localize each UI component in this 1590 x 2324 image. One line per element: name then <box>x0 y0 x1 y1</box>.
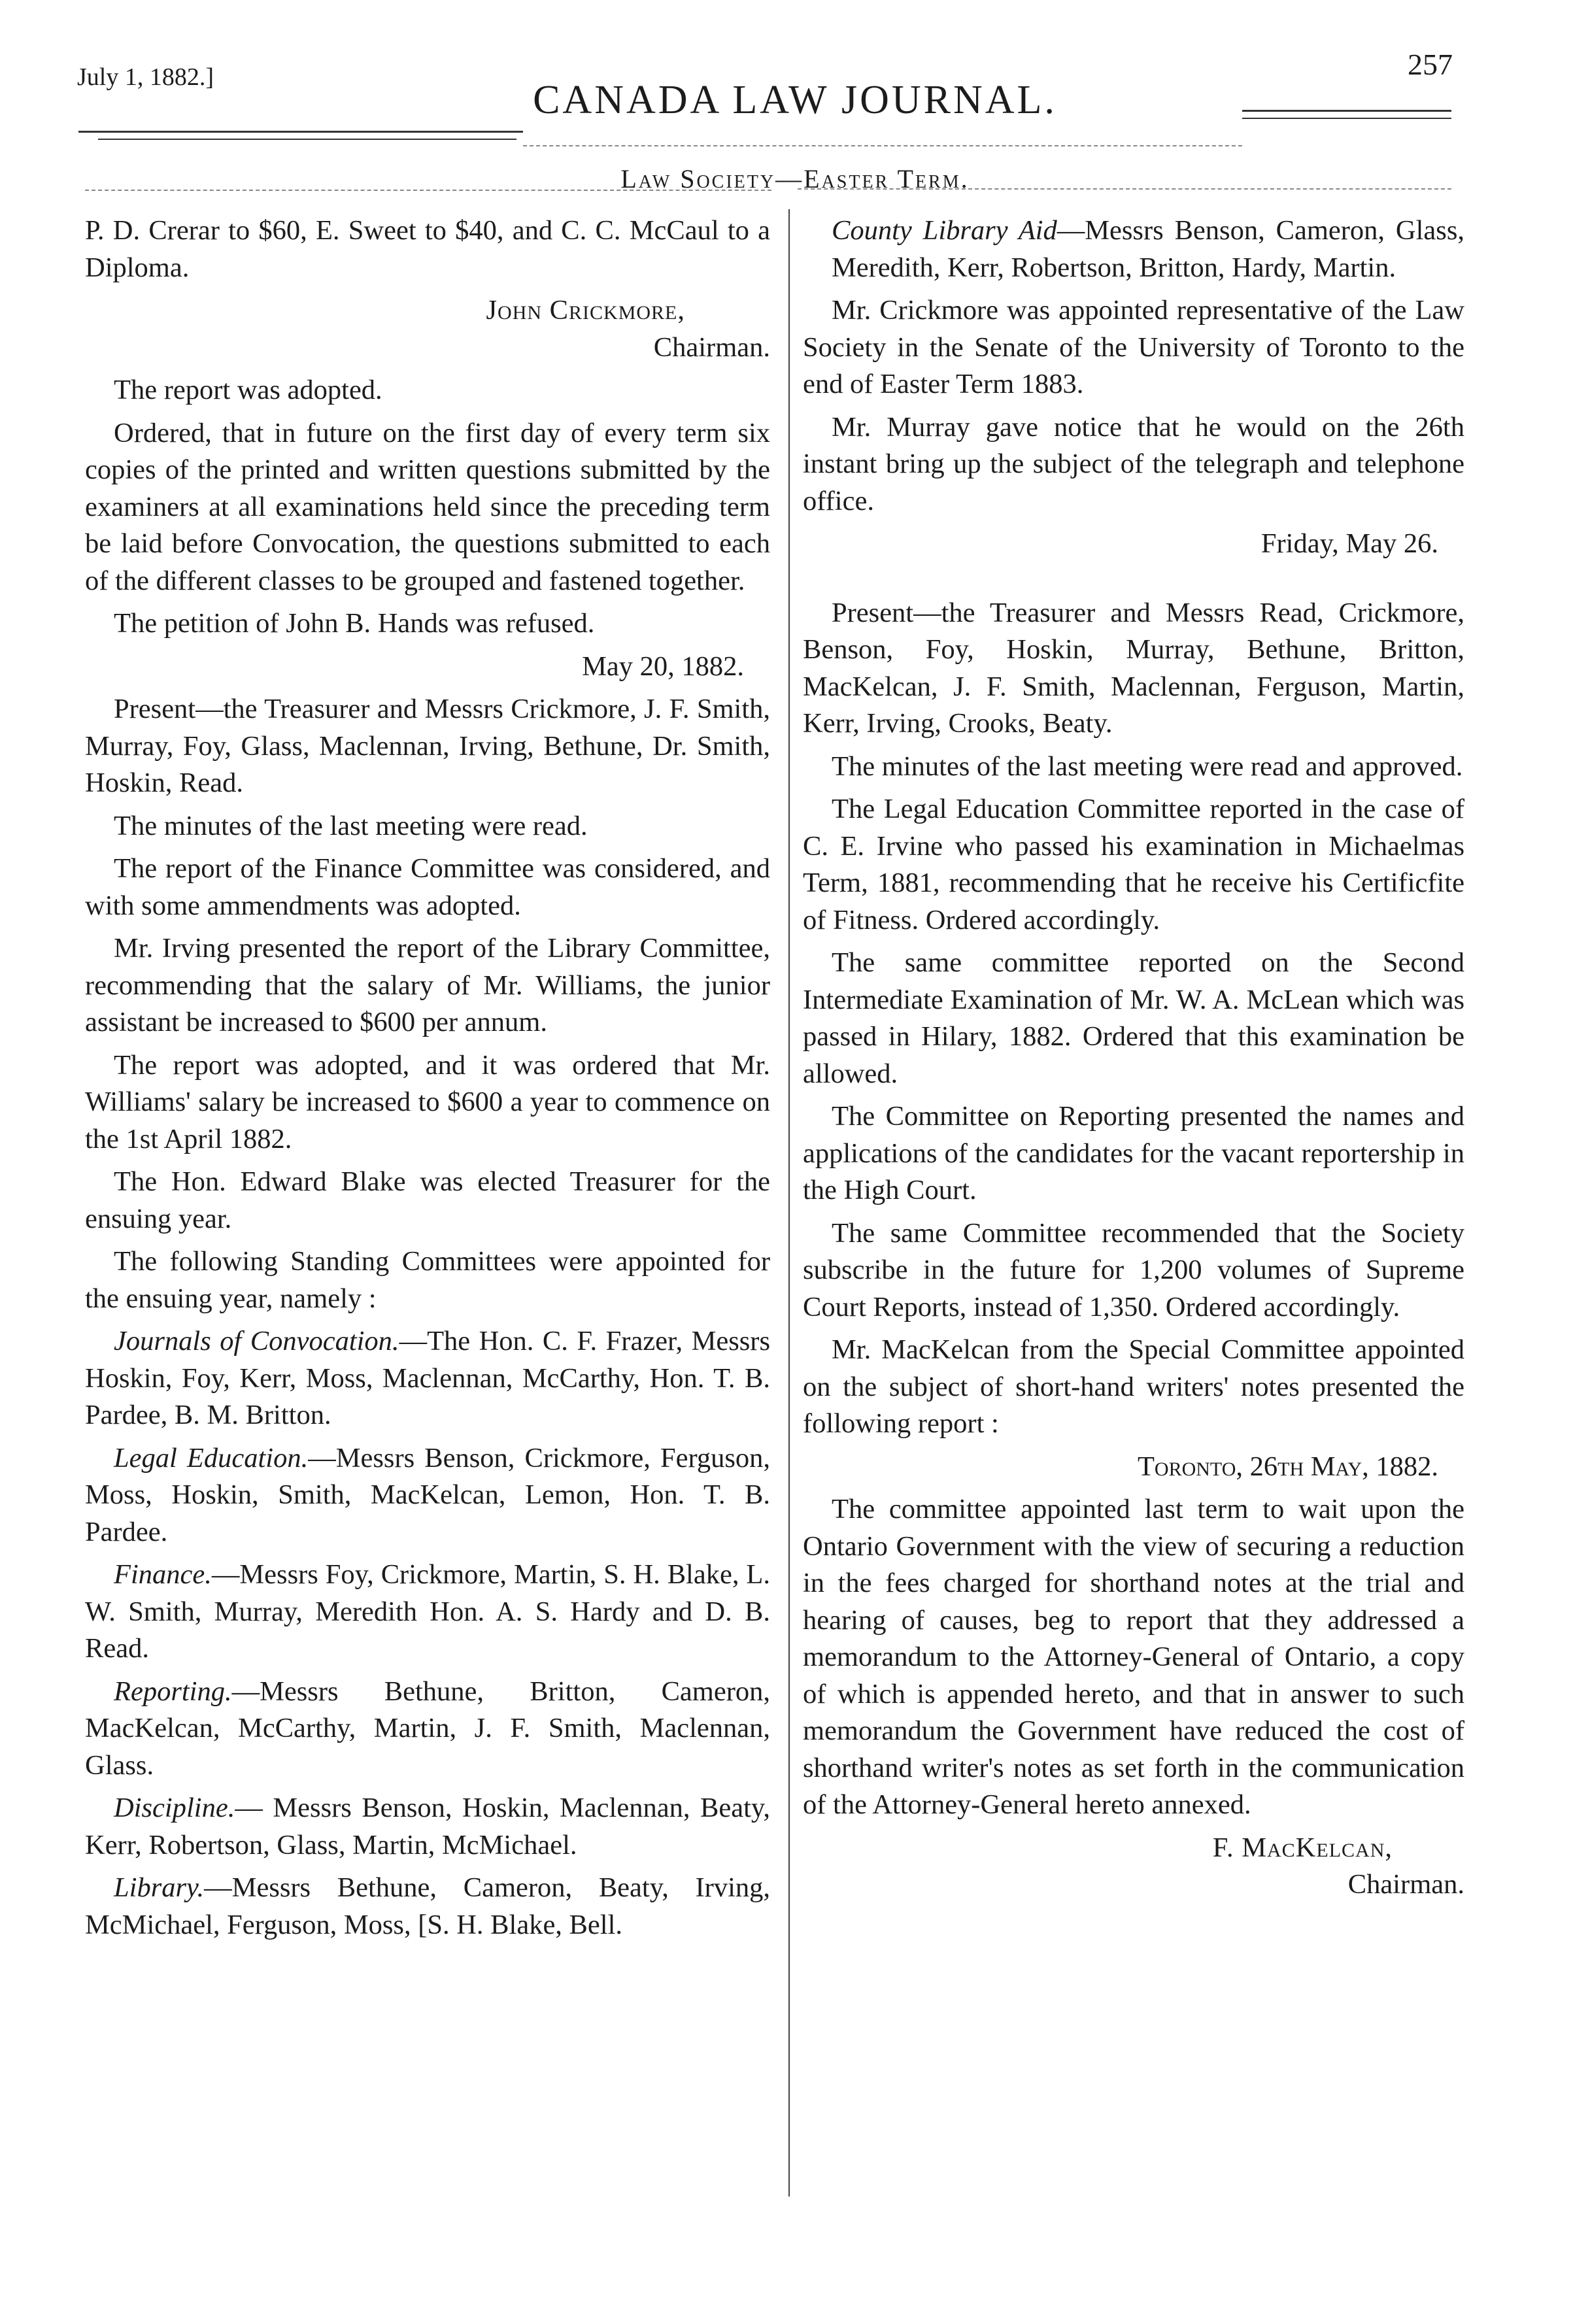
committee-entry <box>85 1790 770 1864</box>
paragraph: Mr. Irving presented the report of the Library Committee, recommending that the salary of Mr. Williams, the junior assistant be increased to $600 per annum. <box>85 933 770 1037</box>
meeting-date: May 20, 1882. <box>582 650 744 682</box>
paragraph: The minutes of the last meeting were read. <box>114 810 588 841</box>
paragraph: The minutes of the last meeting were read and approved. <box>832 750 1463 782</box>
committee-entry <box>85 1440 770 1551</box>
right-column <box>803 212 1464 1910</box>
committee-entry <box>85 1674 770 1785</box>
paragraph: Mr. Murray gave notice that he would on the 26th instant bring up the subject of the telegraph and telephone office. <box>803 411 1464 516</box>
committee-entry <box>803 212 1464 286</box>
journal-title: CANADA LAW JOURNAL. <box>533 78 1057 122</box>
paragraph: The following Standing Committees were appointed for the ensuing year, namely : <box>85 1246 770 1314</box>
committee-name: Library. <box>114 1872 205 1903</box>
paragraph: Present—the Treasurer and Messrs Crickmore, J. F. Smith, Murray, Foy, Glass, Maclennan, Irving, Bethune, Dr. Smith, Hoskin, Read. <box>85 694 770 798</box>
signature-title: Chairman. <box>1347 1869 1464 1900</box>
paragraph: The report of the Finance Committee was considered, and with some ammendments was adopted. <box>85 853 770 921</box>
committee-name: Legal Education. <box>114 1442 309 1474</box>
paragraph: The Hon. Edward Blake was elected Treasurer for the ensuing year. <box>85 1166 770 1234</box>
signature-name: John Crickmore, <box>486 295 685 326</box>
paragraph: Mr. Crickmore was appointed representative of the Law Society in the Senate of the University of Toronto to the end of Easter Term 1883. <box>803 295 1464 399</box>
committee-entry <box>85 1323 770 1434</box>
paragraph: Present—the Treasurer and Messrs Read, Crickmore, Benson, Foy, Hoskin, Murray, Bethune, Britton, MacKelcan, J. F. Smith, Maclennan, Ferguson, Martin, Kerr, Irving, Crooks, Beaty. <box>803 597 1464 739</box>
signature-title: Chairman. <box>653 331 770 363</box>
paragraph: The same Committee recommended that the Society subscribe in the future for 1,200 volumes of Supreme Court Reports, instead of 1,350. Ordered accordingly. <box>803 1217 1464 1322</box>
committee-members: — Messrs Benson, Hoskin, Maclennan, Beaty, Kerr, Robertson, Glass, Martin, McMichael. <box>85 1793 770 1861</box>
running-rule-right <box>798 188 1451 190</box>
spacer <box>803 569 1464 595</box>
paragraph: P. D. Crerar to $60, E. Sweet to $40, and C. C. McCaul to a Diploma. <box>85 215 770 283</box>
report-date: Toronto, 26th May, 1882. <box>1137 1451 1438 1482</box>
committee-name: Reporting. <box>114 1676 232 1707</box>
header-rule-left-2 <box>98 139 516 140</box>
paragraph: The petition of John B. Hands was refused. <box>114 608 595 639</box>
signature-name: F. MacKelcan, <box>1212 1832 1393 1863</box>
paragraph: The committee appointed last term to wait upon the Ontario Government with the view of securing a reduction in the fees charged for shorthand notes at the trial and hearing of causes, beg to report that they addressed a memorandum to the Attorney-General of Ontario, a copy of which is appended hereto, and that in answer to such memorandum the Government have reduced the cost of shorthand writer's notes as set forth in the communication of the Attorney-General hereto annexed. <box>803 1494 1464 1820</box>
header-rule-center <box>523 145 1242 146</box>
paragraph: The report was adopted. <box>114 375 382 405</box>
paragraph: The Legal Education Committee reported in the case of C. E. Irvine who passed his examination in Michaelmas Term, 1881, recommending that he receive his Certificfite of Fitness. Ordered accordingly. <box>803 794 1464 935</box>
page-number: 257 <box>1408 48 1453 81</box>
header-rule-right-2 <box>1242 118 1451 119</box>
paragraph: Ordered, that in future on the first day of every term six copies of the printed and written questions submitted by the examiners at all examinations held since the preceding term be laid before Convocation, the questions submitted to each of the different classes to be grouped and fastened together. <box>85 417 770 596</box>
committee-members: —Messrs Bethune, Cameron, Beaty, Irving, McMichael, Ferguson, Moss, [S. H. Blake, Bell. <box>85 1872 770 1940</box>
paragraph: Mr. MacKelcan from the Special Committee appointed on the subject of short-hand writers' notes presented the following report : <box>803 1334 1464 1439</box>
left-column <box>85 212 770 1949</box>
issue-date: July 1, 1882.] <box>77 63 214 91</box>
paragraph: The same committee reported on the Second Intermediate Examination of Mr. W. A. McLean which was passed in Hilary, 1882. Ordered that this examination be allowed. <box>803 947 1464 1089</box>
header-rule-left <box>78 131 523 133</box>
committee-members: —Messrs Benson, Crickmore, Ferguson, Moss, Hoskin, Smith, MacKelcan, Lemon, Hon. T. B. Pardee. <box>85 1442 771 1547</box>
committee-entry <box>85 1557 770 1668</box>
committee-members: —Messrs Benson, Cameron, Glass, Meredith, Kerr, Robertson, Britton, Hardy, Martin. <box>832 215 1464 283</box>
paragraph: The report was adopted, and it was ordered that Mr. Williams' salary be increased to $600 a year to commence on the 1st April 1882. <box>85 1049 770 1154</box>
committee-members: —The Hon. C. F. Frazer, Messrs Hoskin, Foy, Kerr, Moss, Maclennan, McCarthy, Hon. T. B. Pardee, B. M. Britton. <box>85 1326 770 1430</box>
committee-name: County Library Aid <box>832 215 1057 246</box>
committee-entry <box>85 1870 770 1944</box>
paragraph: The Committee on Reporting presented the names and applications of the candidates for the vacant reportership in the High Court. <box>803 1101 1464 1205</box>
committee-members: —Messrs Foy, Crickmore, Martin, S. H. Blake, L. W. Smith, Murray, Meredith Hon. A. S. Hardy and D. B. Read. <box>85 1559 770 1664</box>
meeting-date: Friday, May 26. <box>1260 528 1438 559</box>
committee-name: Discipline. <box>114 1793 235 1823</box>
committee-name: Journals of Convocation. <box>114 1326 399 1356</box>
header-rule-right <box>1242 110 1451 112</box>
column-divider <box>788 209 790 2197</box>
committee-members: —Messrs Bethune, Britton, Cameron, MacKelcan, McCarthy, Martin, J. F. Smith, Maclennan, Glass. <box>85 1676 770 1781</box>
running-rule-left <box>85 190 771 191</box>
running-head: Law Society—Easter Term. <box>620 164 970 194</box>
committee-name: Finance. <box>114 1559 212 1590</box>
